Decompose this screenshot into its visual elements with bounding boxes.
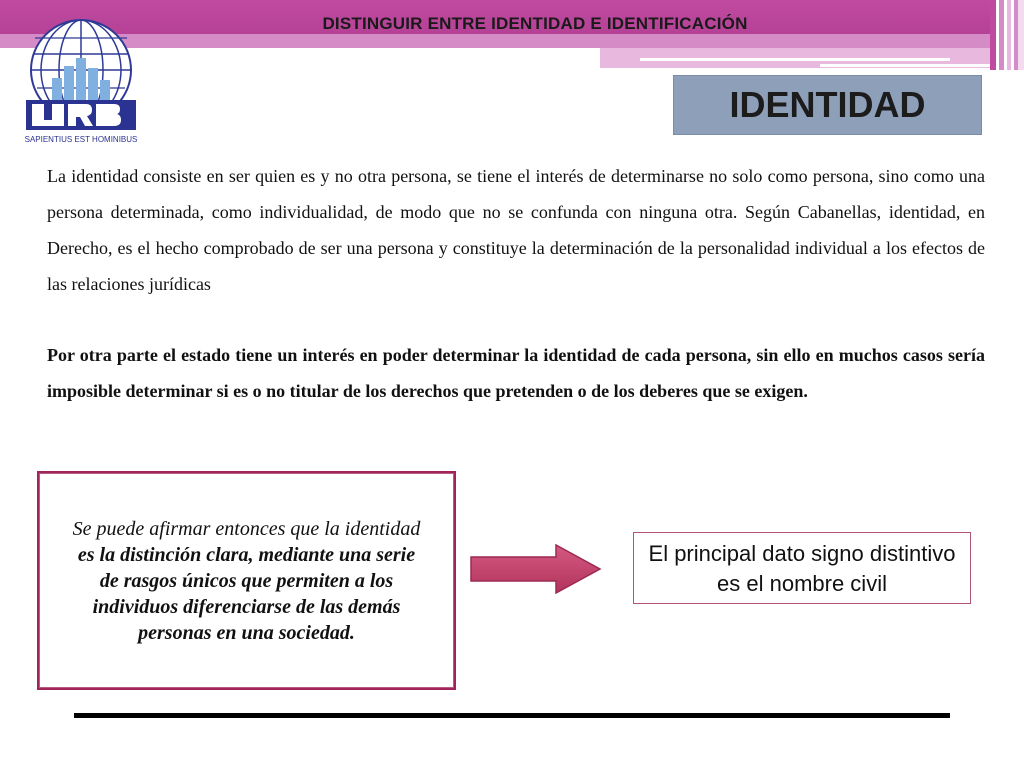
header-divider-line (820, 64, 990, 67)
header-band-light (0, 34, 990, 48)
callout-text (68, 516, 425, 646)
bottom-divider (74, 713, 950, 718)
header-stripes (990, 0, 1024, 70)
slide-title: DISTINGUIR ENTRE IDENTIDAD E IDENTIFICACIÓN (322, 14, 748, 33)
callout-emphasis: es la distinción clara, mediante una serie de rasgos únicos que permiten a los individuos diferenciarse de las demás personas en una sociedad. (77, 543, 416, 644)
conclusion-box: El principal dato signo distintivo es el nombre civil (633, 532, 971, 604)
globe-buildings-logo (22, 18, 140, 148)
paragraph-identity-definition: La identidad consiste en ser quien es y no otra persona, se tiene el interés de determinarse no solo como persona, sino como una persona determinada, como individualidad, de modo que no se confunda con ninguna otra. Según Cabanellas, identidad, en Derecho, es el hecho comprobado de ser una persona y constituye la determinación de la personalidad individual a los efectos de las relaciones jurídicas (47, 166, 985, 294)
callout-lead: Se puede afirmar entonces que la identidad (72, 517, 421, 540)
header-divider-line (640, 58, 950, 61)
callout-box (37, 471, 456, 690)
section-heading: IDENTIDAD (673, 75, 982, 135)
paragraph-state-interest: Por otra parte el estado tiene un interés en poder determinar la identidad de cada persona, sin ello en muchos casos sería imposible determinar si es o no titular de los derechos que pretenden o de los deberes que se exigen. (47, 345, 985, 401)
svg-text:SAPIENTIUS EST HOMINIBUS: SAPIENTIUS EST HOMINIBUS (24, 135, 138, 144)
right-arrow-icon (470, 544, 602, 594)
callout-inner (40, 474, 453, 687)
